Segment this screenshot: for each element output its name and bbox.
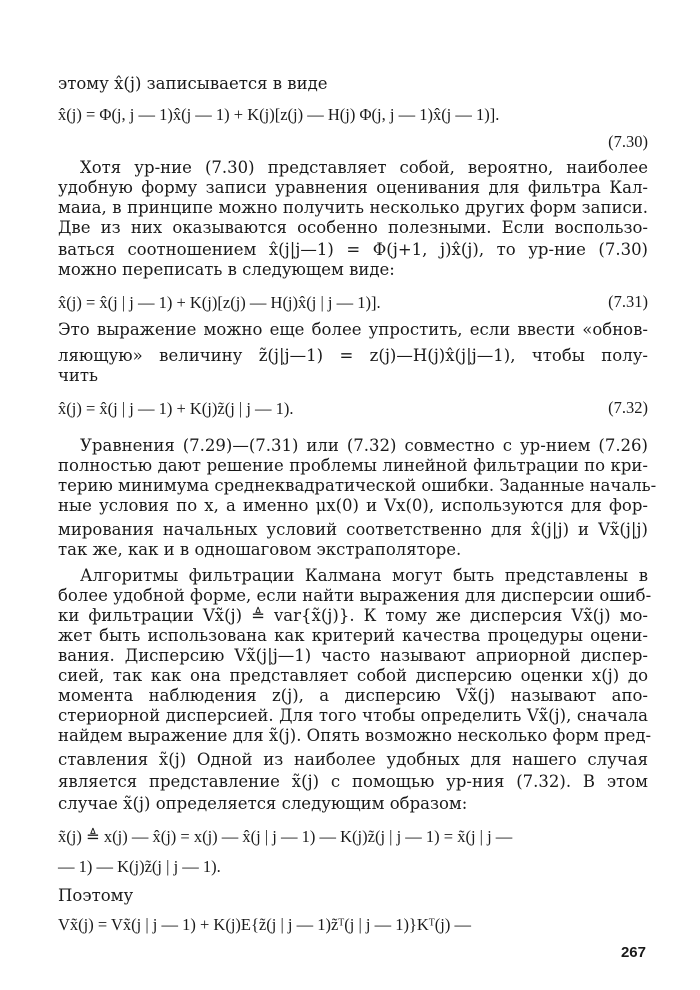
text-line: жет быть использована как критерий качества процедуры оцени-: [58, 626, 648, 645]
text-line: полностью дают решение проблемы линейной фильтрации по кри-: [58, 456, 648, 475]
text-line: Это выражение можно еще более упростить, если ввести «обнов-: [58, 320, 648, 339]
text-line: этому x̂(j) записывается в виде: [58, 74, 328, 93]
equation-number: (7.31): [608, 292, 648, 311]
text-line: момента наблюдения z(j), а дисперсию Vx̃(j) называют апо-: [58, 686, 648, 705]
equation-7-32: x̂(j) = x̂(j | j — 1) + K(j)z̃(j | j — 1).: [58, 399, 294, 418]
equation-7-30: x̂(j) = Φ(j, j — 1)x̂(j — 1) + K(j)[z(j) — H(j) Φ(j, j — 1)x̂(j — 1)].: [58, 105, 500, 124]
text-line: так же, как и в одношаговом экстраполяторе.: [58, 540, 462, 559]
text-line: случае x̃(j) определяется следующим образом:: [58, 794, 468, 813]
text-line: более удобной форме, если найти выражения для дисперсии ошиб-: [58, 586, 652, 605]
equation-error: x̃(j) ≜ x(j) — x̂(j) = x(j) — x̂(j | j — 1) — K(j)z̃(j | j — 1) = x̃(j | j —: [58, 827, 513, 846]
equation-error-cont: — 1) — K(j)z̃(j | j — 1).: [58, 857, 221, 876]
text-line: Две из них оказываются особенно полезными. Если воспользо-: [58, 218, 648, 237]
text-line: можно переписать в следующем виде:: [58, 260, 395, 279]
text-line: чить: [58, 366, 99, 385]
text-line: Поэтому: [58, 886, 134, 905]
text-line: найдем выражение для x̃(j). Опять возможно несколько форм пред-: [58, 726, 652, 745]
text-line: ваться соотношением x̂(j|j—1) = Φ(j+1, j)x̂(j), то ур-ние (7.30): [58, 240, 648, 259]
text-line: ные условия по x, а именно μx(0) и Vx(0), используются для фор-: [58, 496, 648, 515]
equation-variance: Vx̃(j) = Vx̃(j | j — 1) + K(j)E{z̃(j | j — 1)z̃ᵀ(j | j — 1)}Kᵀ(j) —: [58, 915, 471, 934]
page-number: 267: [620, 944, 646, 961]
text-line: стериорной дисперсией. Для того чтобы определить Vx̃(j), сначала: [58, 706, 648, 725]
text-line: ляющую» величину z̃(j|j—1) = z(j)—H(j)x̂(j|j—1), чтобы полу-: [58, 346, 648, 365]
equation-7-31: x̂(j) = x̂(j | j — 1) + K(j)[z(j) — H(j)x̂(j | j — 1)].: [58, 293, 381, 312]
text-line: Алгоритмы фильтрации Калмана могут быть представлены в: [80, 566, 648, 585]
text-line: ки фильтрации Vx̃(j) ≜ var{x̃(j)}. К тому же дисперсия Vx̃(j) мо-: [58, 606, 648, 625]
text-line: удобную форму записи уравнения оценивания для фильтра Кал-: [58, 178, 648, 197]
equation-number: (7.30): [608, 132, 648, 151]
text-line: ставления x̃(j) Одной из наиболее удобных для нашего случая: [58, 750, 648, 769]
text-line: мирования начальных условий соответственно для x̂(j|j) и Vx̃(j|j): [58, 520, 648, 539]
text-line: является представление x̃(j) с помощью ур-ния (7.32). В этом: [58, 772, 648, 791]
text-line: терию минимума среднеквадратической ошибки. Заданные началь-: [58, 476, 657, 495]
equation-number: (7.32): [608, 398, 648, 417]
text-line: маиа, в принципе можно получить несколько других форм записи.: [58, 198, 648, 217]
text-line: вания. Дисперсию Vx̃(j|j—1) часто называют априорной диспер-: [58, 646, 648, 665]
text-line: Уравнения (7.29)—(7.31) или (7.32) совместно с ур-нием (7.26): [80, 436, 648, 455]
text-line: сией, так как она представляет собой дисперсию оценки x(j) до: [58, 666, 648, 685]
text-line: Хотя ур-ние (7.30) представляет собой, вероятно, наиболее: [80, 158, 648, 177]
